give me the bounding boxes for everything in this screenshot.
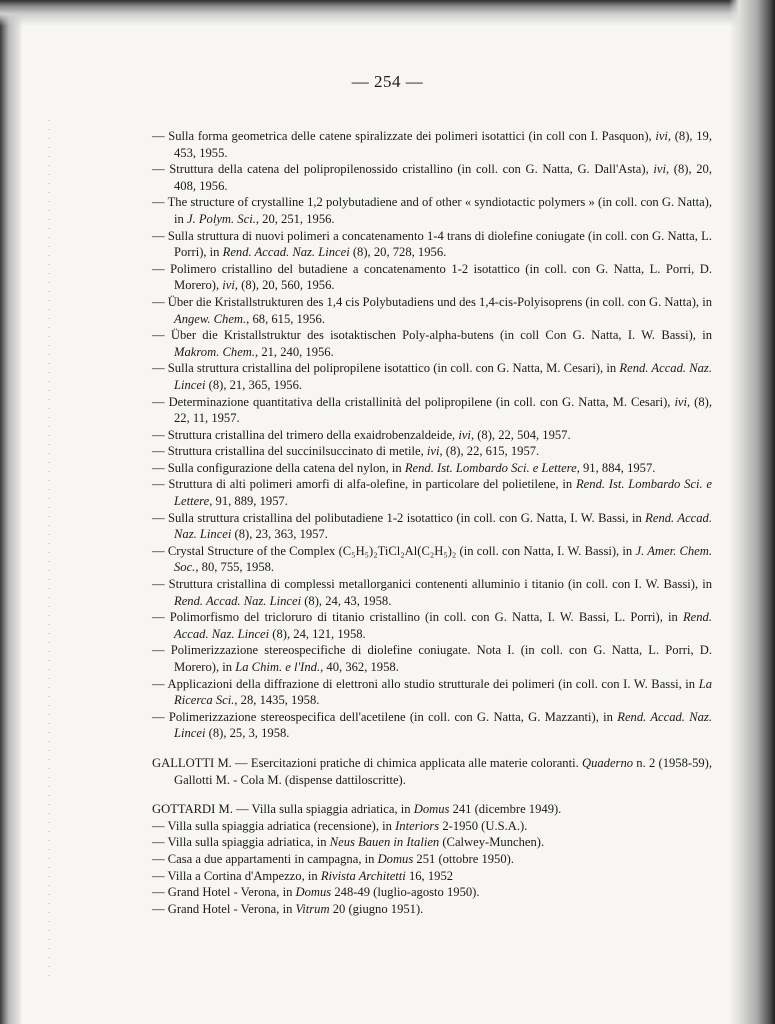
- entry-suffix: (8), 25, 3, 1958.: [205, 726, 290, 741]
- bibliography-entry: [152, 261, 712, 294]
- entry-journal: Neus Bauen in Italien: [329, 835, 440, 850]
- entry-suffix: (8), 21, 365, 1956.: [205, 377, 303, 392]
- entry-suffix: (8), 24, 121, 1958.: [269, 626, 366, 641]
- entry-text: — Polimerizzazione stereospecifiche di diolefine coniugate. Nota I. (in coll. con G. Natta, L. Porri, D. Morero), in: [152, 643, 712, 674]
- bibliography-entry: [152, 642, 712, 675]
- entry-journal: Interiors: [395, 818, 440, 833]
- entry-text: — Villa a Cortina d'Ampezzo, in: [152, 868, 321, 883]
- entry-journal: ivi: [653, 162, 666, 177]
- entry-suffix: (Calwey-Munchen).: [439, 835, 545, 850]
- entry-text: — Sulla struttura di nuovi polimeri a concatenamento 1-4 trans di diolefine coniugate (in coll. con G. Natta, L. Porri), in: [152, 228, 712, 260]
- entry-suffix: , 91, 889, 1957.: [209, 494, 288, 509]
- bibliography-entry: [152, 360, 712, 393]
- entry-suffix: , (8), 19, 453, 1955.: [174, 129, 712, 160]
- entry-journal: Domus: [377, 851, 414, 866]
- bibliography-entry: [152, 709, 712, 742]
- entry-suffix: , (8), 22, 615, 1957.: [439, 444, 540, 459]
- entry-suffix: , (8), 22, 11, 1957.: [174, 394, 712, 426]
- scan-shadow-top: [0, 0, 775, 26]
- entry-suffix: (8), 24, 43, 1958.: [301, 593, 392, 608]
- entry-text: — Über die Kristallstrukturen des 1,4 cis Polybutadiens und des 1,4-cis-Polyisoprens (in coll. con G. Natta), in: [152, 294, 712, 309]
- entry-journal: Angew. Chem.: [174, 311, 247, 326]
- entry-text: — Villa sulla spiaggia adriatica, in: [152, 835, 330, 850]
- bibliography-entry: [152, 394, 712, 427]
- bibliography-entry: [152, 801, 712, 818]
- entry-text: — Polimero cristallino del butadiene a concatenamento 1-2 isotattico (in coll. con G. Natta, L. Porri, D. Morero),: [152, 261, 712, 293]
- gallotti-block: [152, 755, 712, 788]
- entry-suffix: 2-1950 (U.S.A.).: [439, 818, 528, 833]
- entry-journal: Rend. Ist. Lombardo Sci. e Lettere: [404, 460, 577, 475]
- entry-suffix: , (8), 22, 504, 1957.: [470, 427, 571, 442]
- page-number: — 254 —: [351, 72, 424, 91]
- bibliography-entry: [152, 851, 712, 868]
- entry-suffix: 20 (giugno 1951).: [329, 901, 424, 916]
- entry-suffix: n. 2 (1958-59), Gallotti M. - Cola M. (dispense dattiloscritte).: [174, 755, 713, 787]
- gottardi-block: [152, 801, 712, 917]
- entry-list: [152, 128, 712, 742]
- entry-journal: J. Amer. Chem. Soc.: [174, 543, 713, 575]
- entry-suffix: (8), 23, 363, 1957.: [231, 527, 328, 542]
- entry-journal: Rend. Accad. Naz. Lincei: [174, 610, 712, 641]
- entry-suffix: 251 (ottobre 1950).: [413, 851, 514, 866]
- bibliography: [152, 128, 712, 917]
- entry-text: — Crystal Structure of the Complex (C₅H₅)₂TiCl₂Al(C₂H₅)₂ (in coll. con Natta, I. W. Bassi), in: [152, 543, 636, 558]
- entry-text: — Sulla struttura cristallina del polibutadiene 1-2 isotattico (in coll. con G. Natta, I. W. Bassi, in: [152, 510, 646, 525]
- entry-journal: La Chim. e l'Ind.: [235, 660, 321, 674]
- entry-journal: ivi: [655, 129, 668, 143]
- entry-journal: Rend. Accad. Naz. Lincei: [174, 510, 712, 542]
- margin-dots: [48, 120, 50, 980]
- bibliography-entry: [152, 327, 712, 360]
- bibliography-entry: [152, 427, 712, 444]
- entry-text: — Villa sulla spiaggia adriatica (recensione), in: [152, 818, 396, 833]
- entry-journal: Vitrum: [295, 901, 330, 916]
- entry-journal: Rend. Ist. Lombardo Sci. e Lettere: [174, 477, 712, 509]
- entry-journal: Rend. Accad. Naz. Lincei: [174, 593, 302, 608]
- entry-text: — Struttura della catena del polipropilenossido cristallino (in coll. con G. Natta, G. Dall'Asta),: [152, 162, 654, 177]
- entry-journal: ivi: [222, 278, 235, 293]
- bibliography-entry: [152, 901, 712, 918]
- entry-suffix: (8), 20, 728, 1956.: [349, 245, 447, 260]
- entry-suffix: , (8), 20, 560, 1956.: [234, 278, 335, 293]
- bibliography-entry: [152, 510, 712, 543]
- entry-text: — Determinazione quantitativa della cristallinità del polipropilene (in coll. con G. Natta, M. Cesari),: [152, 394, 675, 409]
- bibliography-entry: [152, 676, 712, 709]
- bibliography-entry: [152, 884, 712, 901]
- bibliography-entry: [152, 460, 712, 477]
- entry-suffix: , 80, 755, 1958.: [195, 560, 275, 575]
- entry-text: — Polimorfismo del tricloruro di titanio cristallino (in coll. con G. Natta, I. W. Bassi, L. Porri), in: [152, 610, 683, 625]
- entry-text: — Struttura cristallina di complessi metallorganici contenenti alluminio i titanio (in coll. con I. W. Bassi), in: [152, 577, 712, 592]
- bibliography-entry: [152, 834, 712, 851]
- entry-journal: ivi: [674, 394, 688, 409]
- entry-suffix: , 91, 884, 1957.: [576, 460, 656, 475]
- entry-text: — Applicazioni della diffrazione di elettroni allo studio strutturale dei polimeri (in coll. con I. W. Bassi, in: [152, 676, 699, 691]
- entry-suffix: , 28, 1435, 1958.: [234, 693, 320, 708]
- entry-text: — Struttura cristallina del trimero della exaidrobenzaldeide,: [152, 427, 459, 442]
- entry-suffix: 248-49 (luglio-agosto 1950).: [331, 885, 480, 900]
- entry-text: — Struttura di alti polimeri amorfi di alfa-olefine, in particolare del polietilene, in: [152, 477, 576, 492]
- bibliography-entry: [152, 128, 712, 161]
- entry-text: GALLOTTI M. — Esercitazioni pratiche di chimica applicata alle materie coloranti.: [152, 755, 582, 770]
- entry-journal: Makrom. Chem.: [174, 344, 256, 359]
- scan-shadow-right: [729, 0, 775, 1024]
- entry-text: — Sulla struttura cristallina del polipropilene isotattico (in coll. con G. Natta, M. Cesari), in: [152, 361, 620, 376]
- entry-suffix: 241 (dicembre 1949).: [449, 802, 562, 817]
- bibliography-entry: [152, 476, 712, 509]
- bibliography-entry: [152, 576, 712, 609]
- entry-text: — Grand Hotel - Verona, in: [152, 901, 296, 916]
- scan-shadow-left: [0, 0, 22, 1024]
- entry-journal: Quaderno: [581, 755, 634, 770]
- bibliography-entry: [152, 294, 712, 327]
- entry-suffix: , 68, 615, 1956.: [246, 311, 325, 326]
- bibliography-entry: [152, 228, 712, 261]
- entry-journal: La Ricerca Sci.: [174, 676, 712, 708]
- bibliography-entry: [152, 868, 712, 885]
- bibliography-entry: [152, 543, 712, 576]
- entry-journal: Domus: [413, 802, 450, 817]
- bibliography-entry: [152, 818, 712, 835]
- entry-text: — Struttura cristallina del succinilsuccinato di metile,: [152, 444, 427, 459]
- entry-text: — The structure of crystalline 1,2 polybutadiene and of other « syndiotactic polymers » (in coll. con G. Natta), in: [152, 195, 712, 226]
- entry-text: — Über die Kristallstruktur des isotaktischen Poly-alpha-butens (in coll Con G. Natta, I. W. Bassi), in: [152, 328, 712, 343]
- gallotti-entry: [152, 755, 712, 788]
- entry-journal: Rend. Accad. Naz. Lincei: [174, 361, 712, 392]
- entry-suffix: , 40, 362, 1958.: [320, 660, 399, 674]
- entry-text: GOTTARDI M. — Villa sulla spiaggia adriatica, in: [152, 802, 414, 817]
- bibliography-entry: [152, 443, 712, 460]
- entry-text: — Polimerizzazione stereospecifica dell'acetilene (in coll. con G. Natta, G. Mazzanti), in: [152, 709, 618, 724]
- entry-suffix: , 21, 240, 1956.: [255, 344, 334, 359]
- entry-suffix: , (8), 20, 408, 1956.: [174, 162, 712, 193]
- entry-text: — Grand Hotel - Verona, in: [152, 885, 296, 900]
- entry-journal: ivi: [426, 444, 440, 459]
- entry-journal: Rend. Accad. Naz. Lincei: [174, 709, 712, 741]
- entry-journal: ivi: [458, 427, 471, 442]
- entry-journal: Rivista Architetti: [320, 868, 406, 883]
- entry-journal: Domus: [295, 885, 332, 900]
- entry-text: — Casa a due appartamenti in campagna, in: [152, 851, 378, 866]
- entry-journal: J. Polym. Sci.: [186, 211, 256, 226]
- entry-suffix: , 20, 251, 1956.: [255, 211, 335, 226]
- entry-journal: Rend. Accad. Naz. Lincei: [222, 245, 350, 260]
- bibliography-entry: [152, 161, 712, 194]
- entry-text: — Sulla configurazione della catena del nylon, in: [152, 460, 405, 475]
- bibliography-entry: [152, 609, 712, 642]
- entry-text: — Sulla forma geometrica delle catene spiralizzate dei polimeri isotattici (in coll con I. Pasquon),: [152, 129, 656, 143]
- entry-suffix: 16, 1952: [405, 868, 454, 883]
- bibliography-entry: [152, 194, 712, 227]
